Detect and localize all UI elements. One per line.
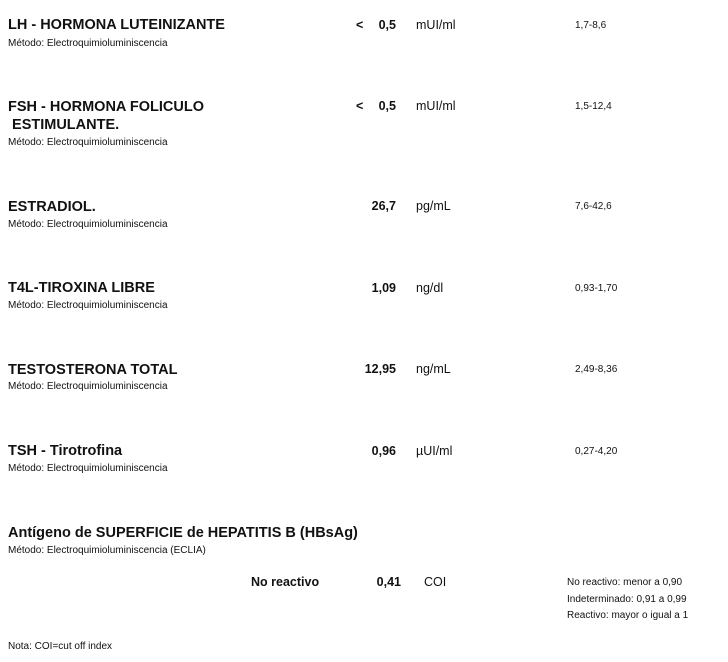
test-unit-lh: mUI/ml: [416, 18, 456, 32]
test-value-tsh: 0,96: [371, 444, 396, 458]
test-name-hbsag: Antígeno de SUPERFICIE de HEPATITIS B (HBsAg): [8, 525, 358, 541]
test-reference-fsh: 1,5-12,4: [575, 101, 612, 112]
test-method-tsh: Método: Electroquimioluminiscencia: [8, 463, 168, 474]
test-value-lh: 0,5: [378, 18, 396, 32]
test-reference-hbsag-line-3: Reactivo: mayor o igual a 1: [567, 610, 689, 621]
test-value-t4l: 1,09: [371, 281, 396, 295]
test-value-fsh: 0,5: [378, 99, 396, 113]
test-name-t4l: T4L-TIROXINA LIBRE: [8, 280, 155, 296]
test-name-fsh: FSH - HORMONA FOLICULO: [8, 99, 204, 115]
test-reference-hbsag-line-2: Indeterminado: 0,91 a 0,99: [567, 594, 687, 605]
test-unit-estradiol: pg/mL: [416, 199, 451, 213]
test-unit-t4l: ng/dl: [416, 281, 444, 295]
test-unit-testosterona: ng/mL: [416, 362, 451, 376]
test-unit-tsh: µUI/ml: [416, 444, 453, 458]
test-reference-tsh: 0,27-4,20: [575, 446, 618, 457]
test-name-fsh-line2: ESTIMULANTE.: [8, 117, 120, 133]
test-value-estradiol: 26,7: [371, 199, 396, 213]
test-value-hbsag: 0,41: [376, 575, 401, 589]
test-method-hbsag: Método: Electroquimioluminiscencia (ECLIA): [8, 545, 206, 556]
test-unit-fsh: mUI/ml: [416, 99, 456, 113]
test-method-fsh: Método: Electroquimioluminiscencia: [8, 137, 168, 148]
test-method-t4l: Método: Electroquimioluminiscencia: [8, 300, 168, 311]
test-name-lh: LH - HORMONA LUTEINIZANTE: [8, 17, 225, 33]
test-reference-estradiol: 7,6-42,6: [575, 201, 612, 212]
test-qualifier-lh: <: [356, 18, 364, 32]
footnote: Nota: COI=cut off index: [8, 641, 113, 652]
test-value-testosterona: 12,95: [364, 362, 396, 376]
test-reference-t4l: 0,93-1,70: [575, 283, 618, 294]
test-name-tsh: TSH - Tirotrofina: [8, 443, 123, 459]
test-method-testosterona: Método: Electroquimioluminiscencia: [8, 381, 168, 392]
test-unit-hbsag: COI: [424, 575, 447, 589]
test-method-lh: Método: Electroquimioluminiscencia: [8, 38, 168, 49]
test-name-testosterona: TESTOSTERONA TOTAL: [8, 362, 178, 378]
test-reference-hbsag-line-1: No reactivo: menor a 0,90: [567, 577, 683, 588]
test-qualifier-fsh: <: [356, 99, 364, 113]
test-method-estradiol: Método: Electroquimioluminiscencia: [8, 219, 168, 230]
test-name-estradiol: ESTRADIOL.: [8, 199, 96, 215]
test-reference-testosterona: 2,49-8,36: [575, 364, 618, 375]
test-reference-lh: 1,7-8,6: [575, 20, 607, 31]
test-result-text-hbsag: No reactivo: [251, 575, 320, 589]
